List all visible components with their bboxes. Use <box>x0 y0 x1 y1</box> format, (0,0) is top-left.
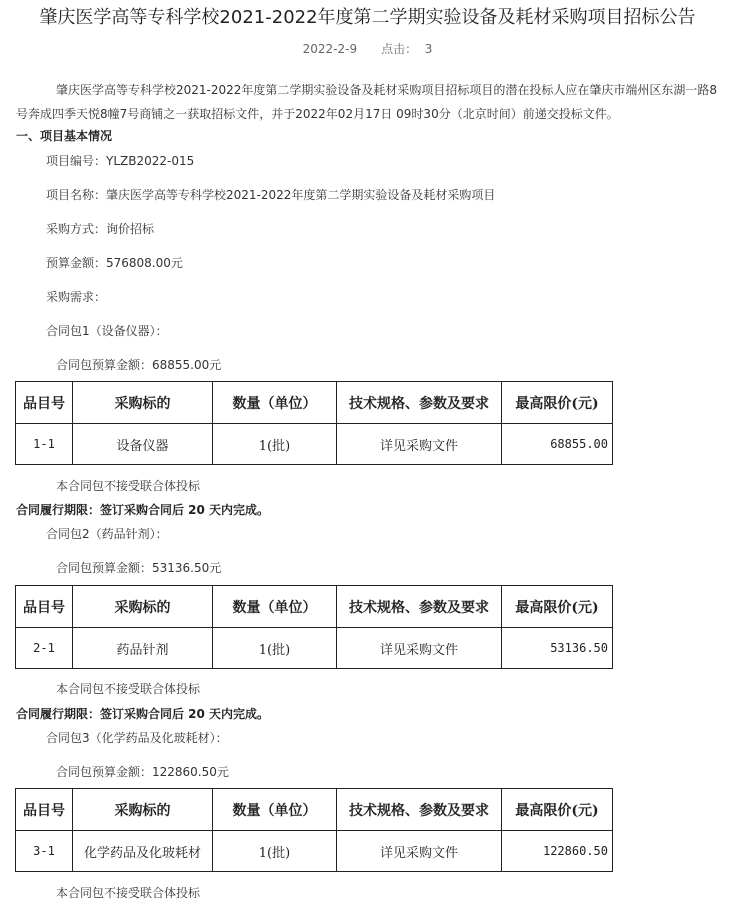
package-3-title: 合同包3（化学药品及化玻耗材）： <box>46 731 228 745</box>
package-2-term: 合同履行期限：签订采购合同后 20 天内完成。 <box>16 707 270 721</box>
package-1-table <box>15 381 613 465</box>
section-heading: 一、项目基本情况 <box>16 129 113 143</box>
cell-specs: 详见采购文件 <box>337 424 502 465</box>
header-item: 采购标的 <box>73 789 213 831</box>
package-3-budget: 合同包预算金额：122860.50元 <box>56 765 229 779</box>
cell-item: 化学药品及化玻耗材 <box>73 831 213 872</box>
cell-max-price: 122860.50 <box>502 831 613 872</box>
procurement-method: 采购方式：询价招标 <box>46 222 155 236</box>
table-row <box>16 628 613 669</box>
cell-item: 设备仪器 <box>73 424 213 465</box>
cell-item-no: 3-1 <box>16 831 73 872</box>
cell-specs: 详见采购文件 <box>337 628 502 669</box>
package-3-note: 本合同包不接受联合体投标 <box>56 886 201 900</box>
package-2-budget: 合同包预算金额：53136.50元 <box>56 561 222 575</box>
header-specs: 技术规格、参数及要求 <box>337 789 502 831</box>
procurement-requirements: 采购需求： <box>46 290 107 304</box>
budget-amount: 预算金额：576808.00元 <box>46 256 183 270</box>
package-2-table <box>15 585 613 669</box>
package-2-title: 合同包2（药品针剂）： <box>46 527 168 541</box>
package-2-note: 本合同包不接受联合体投标 <box>56 682 201 696</box>
header-quantity: 数量（单位） <box>213 789 337 831</box>
package-3-table <box>15 788 613 872</box>
package-1-title: 合同包1（设备仪器）： <box>46 324 168 338</box>
cell-specs: 详见采购文件 <box>337 831 502 872</box>
cell-item-no: 2-1 <box>16 628 73 669</box>
table-header-row <box>16 382 613 424</box>
cell-quantity: 1(批) <box>213 831 337 872</box>
header-specs: 技术规格、参数及要求 <box>337 382 502 424</box>
cell-max-price: 53136.50 <box>502 628 613 669</box>
cell-item: 药品针剂 <box>73 628 213 669</box>
cell-quantity: 1(批) <box>213 628 337 669</box>
header-specs: 技术规格、参数及要求 <box>337 586 502 628</box>
header-item-no: 品目号 <box>16 382 73 424</box>
table-header-row <box>16 789 613 831</box>
package-1-note: 本合同包不接受联合体投标 <box>56 479 201 493</box>
intro-paragraph: 肇庆医学高等专科学校2021-2022年度第二学期实验设备及耗材采购项目招标项目的潜在投标人应在肇庆市端州区东湖一路8号奔成四季天悦8幢7号商铺之一获取招标文件，并于2022年02月17日 09时30分（北京时间）前递交投标文件。 <box>16 83 718 121</box>
header-max-price: 最高限价(元) <box>502 789 613 831</box>
header-quantity: 数量（单位） <box>213 586 337 628</box>
table-row <box>16 831 613 872</box>
article-meta <box>0 40 735 58</box>
header-max-price: 最高限价(元) <box>502 586 613 628</box>
package-1-budget: 合同包预算金额：68855.00元 <box>56 358 222 372</box>
package-1-term: 合同履行期限：签订采购合同后 20 天内完成。 <box>16 503 270 517</box>
project-name: 项目名称：肇庆医学高等专科学校2021-2022年度第二学期实验设备及耗材采购项目 <box>46 188 496 202</box>
clicks-label: 点击： <box>381 42 418 56</box>
publish-date: 2022-2-9 <box>302 42 358 56</box>
header-item: 采购标的 <box>73 586 213 628</box>
cell-quantity: 1(批) <box>213 424 337 465</box>
project-number: 项目编号：YLZB2022-015 <box>46 154 195 168</box>
table-header-row <box>16 586 613 628</box>
cell-item-no: 1-1 <box>16 424 73 465</box>
header-quantity: 数量（单位） <box>213 382 337 424</box>
table-row <box>16 424 613 465</box>
header-item-no: 品目号 <box>16 586 73 628</box>
page-title: 肇庆医学高等专科学校2021-2022年度第二学期实验设备及耗材采购项目招标公告 <box>39 7 696 28</box>
cell-max-price: 68855.00 <box>502 424 613 465</box>
header-item-no: 品目号 <box>16 789 73 831</box>
header-item: 采购标的 <box>73 382 213 424</box>
header-max-price: 最高限价(元) <box>502 382 613 424</box>
clicks-count: 3 <box>424 42 433 56</box>
